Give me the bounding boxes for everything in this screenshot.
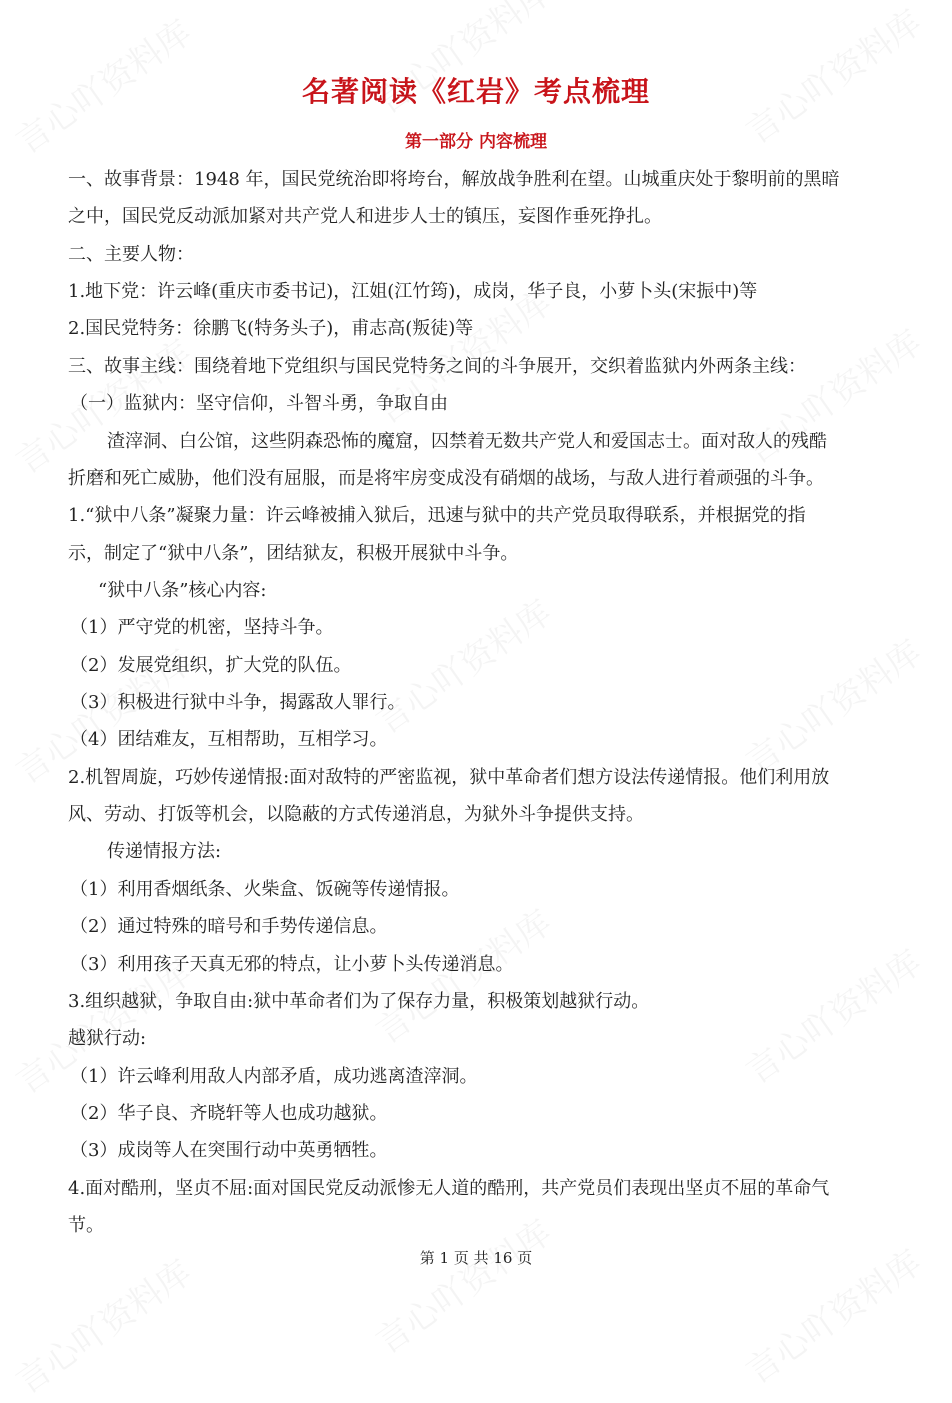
text-line: 风、劳动、打饭等机会，以隐蔽的方式传递消息，为狱外斗争提供支持。 (68, 804, 644, 826)
text-line: 1.地下党：许云峰(重庆市委书记)，江姐(江竹筠)，成岗，华子良，小萝卜头(宋振中)等 (68, 281, 758, 303)
text-line: 一、故事背景：1948 年，国民党统治即将垮台，解放战争胜利在望。山城重庆处于黎明前的黑暗 (68, 169, 840, 190)
text-line: 折磨和死亡威胁，他们没有屈服，而是将牢房变成没有硝烟的战场，与敌人进行着顽强的斗争。 (68, 467, 824, 489)
text-line: “狱中八条”核心内容: (98, 579, 267, 601)
document-title: 名著阅读《红岩》考点梳理 (301, 75, 650, 108)
text-line: （2）发展党组织，扩大党的队伍。 (70, 654, 352, 676)
text-line: （3）成岗等人在突围行动中英勇牺牲。 (70, 1140, 388, 1162)
text-line: 之中，国民党反动派加紧对共产党人和进步人士的镇压，妄图作垂死挣扎。 (68, 206, 662, 228)
text-line: 渣滓洞、白公馆，这些阴森恐怖的魔窟，囚禁着无数共产党人和爱国志士。面对敌人的残酷 (107, 430, 827, 452)
text-line: 1.“狱中八条”凝聚力量：许云峰被捕入狱后，迅速与狱中的共产党员取得联系，并根据党的指 (68, 505, 806, 527)
text-line: （3）利用孩子天真无邪的特点，让小萝卜头传递消息。 (70, 953, 514, 975)
text-line: 2.国民党特务：徐鹏飞(特务头子)，甫志高(叛徒)等 (68, 318, 474, 340)
watermark (4, 1246, 199, 1403)
text-line: （1）利用香烟纸条、火柴盒、饭碗等传递情报。 (70, 878, 460, 900)
text-line: （2）华子良、齐晓轩等人也成功越狱。 (70, 1102, 388, 1124)
document-body (68, 161, 898, 1244)
text-line: 三、故事主线：围绕着地下党组织与国民党特务之间的斗争展开，交织着监狱内外两条主线： (68, 355, 806, 377)
text-line: （1）许云峰利用敌人内部矛盾，成功逃离渣滓洞。 (70, 1065, 478, 1087)
page-footer: 第 1 页 共 16 页 (419, 1249, 533, 1267)
text-line: 传递情报方法: (107, 841, 222, 863)
text-line: （2）通过特殊的暗号和手势传递信息。 (70, 916, 388, 938)
text-line: 越狱行动: (68, 1028, 147, 1050)
text-line: 二、主要人物： (68, 243, 194, 265)
text-line: 示，制定了“狱中八条”，团结狱友，积极开展狱中斗争。 (68, 542, 519, 564)
text-line: 2.机智周旋，巧妙传递情报:面对敌特的严密监视，狱中革命者们想方设法传递情报。他们利用放 (68, 766, 830, 788)
text-line: （4）团结难友，互相帮助，互相学习。 (70, 729, 388, 751)
text-line: （1）严守党的机密，坚持斗争。 (70, 617, 334, 639)
section-heading: 第一部分 内容梳理 (405, 132, 547, 152)
text-line: 节。 (68, 1215, 104, 1237)
text-line: （一）监狱内：坚守信仰，斗智斗勇，争取自由 (70, 393, 448, 415)
text-line: 3.组织越狱，争取自由:狱中革命者们为了保存力量，积极策划越狱行动。 (68, 990, 650, 1012)
text-line: （3）积极进行狱中斗争，揭露敌人罪行。 (70, 692, 406, 714)
text-line: 4.面对酷刑，坚贞不屈:面对国民党反动派惨无人道的酷刑，共产党员们表现出坚贞不屈的革命气 (68, 1177, 830, 1199)
